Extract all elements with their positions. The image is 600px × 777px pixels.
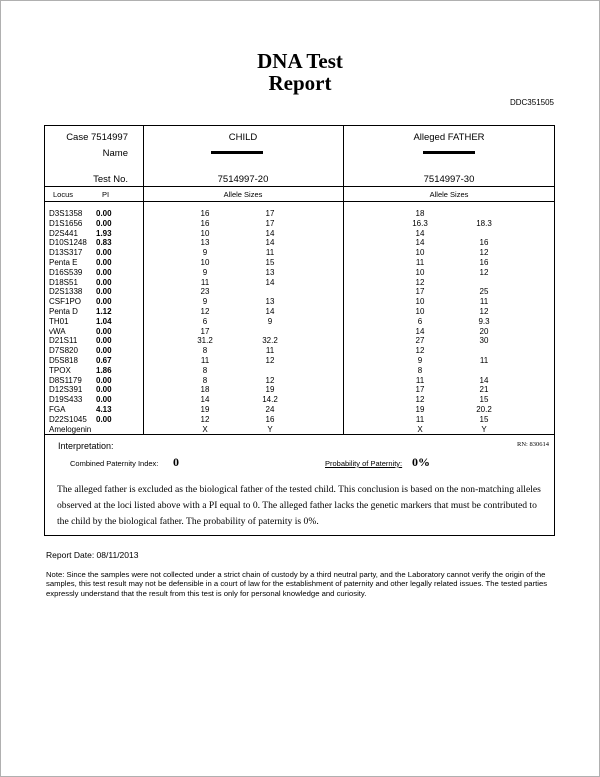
child-allele-2: 16	[265, 414, 275, 424]
child-allele-2: 17	[265, 209, 275, 218]
table-row	[45, 229, 554, 239]
father-allele-1: 17	[415, 287, 425, 297]
child-allele-1: 19	[200, 405, 210, 414]
child-allele-1: X	[202, 424, 208, 434]
father-allele-1: 18	[415, 209, 425, 218]
table-row	[45, 395, 554, 405]
pi-value: 0.00	[96, 414, 112, 424]
child-allele-1: 9	[202, 267, 208, 277]
child-allele-2: 11	[265, 346, 275, 356]
father-allele-1: 10	[415, 297, 425, 307]
table-row	[45, 415, 554, 425]
table-row	[45, 307, 554, 317]
locus-name: TH01	[49, 316, 69, 326]
father-allele-2: 16	[479, 238, 489, 248]
child-allele-1: 18	[200, 385, 210, 395]
child-allele-1: 9	[202, 248, 208, 258]
father-allele-2: 11	[479, 297, 489, 307]
pi-value: 1.86	[96, 365, 112, 375]
child-allele-header: Allele Sizes	[223, 190, 263, 199]
father-allele-1: 27	[415, 336, 425, 346]
child-allele-1: 31.2	[197, 336, 213, 346]
child-allele-1: 17	[200, 326, 210, 336]
pi-value: 0.00	[96, 218, 112, 228]
child-allele-2: 14	[265, 228, 275, 238]
locus-name: D22S1045	[49, 414, 87, 424]
report-title-line2: Report	[268, 71, 332, 95]
locus-name: D5S818	[49, 356, 78, 365]
table-row	[45, 356, 554, 366]
child-allele-1: 9	[202, 297, 208, 307]
disclaimer-note: Note: Since the samples were not collected under a strict chain of custody by a third neutral party, and the Laboratory cannot verify the origin of the samples, this test result may not be defensible in a court of law for the establishment of paternity and other legally related issues. The tested parties expressly understand that the result from this test is only for personal knowledge and curiosity.	[46, 570, 548, 598]
table-row	[45, 209, 554, 219]
locus-name: CSF1PO	[49, 297, 82, 307]
child-allele-1: 6	[202, 316, 208, 326]
report-title-line1: DNA Test	[257, 49, 343, 73]
father-heading: Alleged FATHER	[413, 132, 485, 143]
locus-name: D2S441	[49, 228, 78, 238]
child-allele-1: 8	[202, 365, 208, 375]
father-allele-1: 12	[415, 395, 425, 405]
table-row	[45, 336, 554, 346]
pi-value: 0.00	[96, 209, 112, 218]
pi-value: 0.00	[96, 346, 112, 356]
pi-value: 0.67	[96, 356, 112, 365]
father-allele-2: Y	[481, 424, 487, 434]
father-allele-1: 19	[415, 405, 425, 414]
child-allele-1: 10	[200, 228, 210, 238]
father-allele-2: 15	[479, 414, 489, 424]
locus-name: Penta E	[49, 258, 78, 267]
father-allele-1: 12	[415, 277, 425, 287]
father-allele-2: 25	[479, 287, 489, 297]
rn-code: RN: 830614	[517, 441, 549, 448]
pi-value: 0.00	[96, 297, 112, 307]
father-allele-1: 16.3	[412, 218, 428, 228]
father-allele-2: 21	[479, 385, 489, 395]
table-row	[45, 268, 554, 278]
father-allele-2: 12	[479, 267, 489, 277]
pi-value: 0.00	[96, 385, 112, 395]
child-allele-2: 12	[265, 356, 275, 365]
pi-value: 0.00	[96, 336, 112, 346]
child-allele-1: 8	[202, 375, 208, 385]
name-label: Name	[102, 148, 128, 159]
table-row	[45, 238, 554, 248]
probability-of-paternity-label: Probability of Paternity:	[325, 459, 403, 468]
conclusion-text: The alleged father is excluded as the biological father of the tested child. This conclusion is based on the non-matching alleles observed at the loci listed above with a PI equal to 0. The alleged father lacks the genetic markers that must be contributed to the child by the biological father. The probability of paternity is 0%.	[57, 484, 541, 527]
pi-value: 1.12	[96, 307, 112, 316]
locus-name: D21S11	[49, 336, 78, 346]
father-allele-2: 20	[479, 326, 489, 336]
child-name-redacted	[211, 151, 263, 154]
locus-name: vWA	[49, 326, 66, 336]
locus-column-header: Locus	[53, 190, 74, 199]
results-table	[44, 125, 555, 435]
father-allele-2: 16	[479, 258, 489, 267]
locus-name: D10S1248	[49, 238, 87, 248]
pi-value: 0.00	[96, 258, 112, 267]
pi-value: 0.00	[96, 326, 112, 336]
father-allele-2: 18.3	[476, 218, 492, 228]
child-allele-1: 11	[200, 356, 210, 365]
child-allele-1: 23	[200, 287, 210, 297]
pi-column-header: PI	[102, 190, 110, 199]
father-allele-2: 12	[479, 248, 489, 258]
father-allele-2: 9.3	[478, 316, 490, 326]
child-test-number: 7514997-20	[217, 174, 269, 185]
pi-value: 0.00	[96, 375, 112, 385]
child-allele-2: 17	[265, 218, 275, 228]
father-allele-2: 30	[479, 336, 489, 346]
father-allele-1: 6	[417, 316, 423, 326]
father-allele-2: 15	[479, 395, 489, 405]
locus-name: D7S820	[49, 346, 78, 356]
locus-name: D3S1358	[49, 209, 83, 218]
pi-value: 1.93	[96, 228, 112, 238]
table-row	[45, 258, 554, 268]
table-row	[45, 248, 554, 258]
child-allele-2: Y	[267, 424, 273, 434]
table-row	[45, 287, 554, 297]
child-heading: CHILD	[228, 132, 258, 143]
pi-value: 0.00	[96, 248, 112, 258]
child-allele-2: 14	[265, 307, 275, 316]
father-allele-1: 10	[415, 307, 425, 316]
child-allele-1: 14	[200, 395, 210, 405]
father-allele-1: 12	[415, 346, 425, 356]
pi-value: 0.00	[96, 267, 112, 277]
pi-value: 0.83	[96, 238, 112, 248]
table-row	[45, 278, 554, 288]
father-allele-2: 12	[479, 307, 489, 316]
locus-name: D19S433	[49, 395, 83, 405]
table-row	[45, 405, 554, 415]
locus-name: D1S1656	[49, 218, 83, 228]
report-title	[0, 50, 600, 94]
test-no-label: Test No.	[93, 174, 128, 185]
pi-value: 1.04	[96, 316, 112, 326]
child-allele-2: 11	[265, 248, 275, 258]
father-allele-header: Allele Sizes	[429, 190, 469, 199]
locus-name: Amelogenin	[49, 424, 92, 434]
locus-name: Penta D	[49, 307, 78, 316]
child-allele-1: 12	[200, 307, 210, 316]
table-row	[45, 376, 554, 386]
father-allele-2: 14	[479, 375, 489, 385]
divider-column-headers	[45, 201, 554, 202]
child-allele-2: 15	[265, 258, 275, 267]
locus-name: D12S391	[49, 385, 83, 395]
pi-value: 0.00	[96, 277, 112, 287]
father-allele-1: 11	[415, 375, 425, 385]
table-row	[45, 327, 554, 337]
father-allele-2: 20.2	[476, 405, 492, 414]
child-allele-1: 16	[200, 209, 210, 218]
locus-name: D13S317	[49, 248, 83, 258]
child-allele-2: 14.2	[262, 395, 278, 405]
child-allele-1: 12	[200, 414, 210, 424]
interpretation-box	[44, 435, 555, 536]
child-allele-1: 8	[202, 346, 208, 356]
father-allele-1: 8	[417, 365, 423, 375]
child-allele-2: 13	[265, 297, 275, 307]
pi-value: 0.00	[96, 287, 112, 297]
divider-header	[45, 186, 554, 187]
probability-of-paternity-value: 0%	[412, 455, 430, 469]
father-allele-1: 10	[415, 248, 425, 258]
child-allele-2: 24	[265, 405, 275, 414]
child-allele-2: 19	[265, 385, 275, 395]
pi-value: 4.13	[96, 405, 112, 414]
child-allele-1: 13	[200, 238, 210, 248]
case-label: Case 7514997	[66, 132, 128, 143]
table-row	[45, 317, 554, 327]
table-row	[45, 297, 554, 307]
father-allele-1: 11	[415, 414, 425, 424]
child-allele-2: 14	[265, 238, 275, 248]
locus-name: D8S1179	[49, 375, 82, 385]
father-allele-1: X	[417, 424, 423, 434]
father-allele-1: 14	[415, 326, 425, 336]
locus-name: D16S539	[49, 267, 83, 277]
report-date: Report Date: 08/11/2013	[46, 550, 139, 560]
child-allele-2: 32.2	[262, 336, 278, 346]
father-allele-1: 11	[415, 258, 425, 267]
child-allele-2: 12	[265, 375, 275, 385]
combined-paternity-index-value: 0	[173, 455, 179, 469]
pi-value: 0.00	[96, 395, 112, 405]
father-test-number: 7514997-30	[423, 174, 475, 185]
child-allele-2: 9	[267, 316, 273, 326]
child-allele-1: 11	[200, 277, 210, 287]
locus-name: TPOX	[49, 365, 71, 375]
table-row	[45, 366, 554, 376]
father-allele-1: 14	[415, 228, 425, 238]
child-allele-1: 16	[200, 218, 210, 228]
table-row	[45, 425, 554, 435]
father-name-redacted	[423, 151, 475, 154]
table-row	[45, 346, 554, 356]
father-allele-2: 11	[479, 356, 489, 365]
father-allele-1: 17	[415, 385, 425, 395]
locus-name: D18S51	[49, 277, 78, 287]
father-allele-1: 14	[415, 238, 425, 248]
document-code: DDC351505	[509, 98, 554, 107]
father-allele-1: 9	[417, 356, 423, 365]
combined-paternity-index-label: Combined Paternity Index:	[70, 459, 159, 468]
table-row	[45, 385, 554, 395]
child-allele-2: 14	[265, 277, 275, 287]
locus-name: D2S1338	[49, 287, 83, 297]
child-allele-2: 13	[265, 267, 275, 277]
locus-name: FGA	[49, 405, 66, 414]
child-allele-1: 10	[200, 258, 210, 267]
table-row	[45, 219, 554, 229]
father-allele-1: 10	[415, 267, 425, 277]
interpretation-label: Interpretation:	[58, 441, 114, 451]
